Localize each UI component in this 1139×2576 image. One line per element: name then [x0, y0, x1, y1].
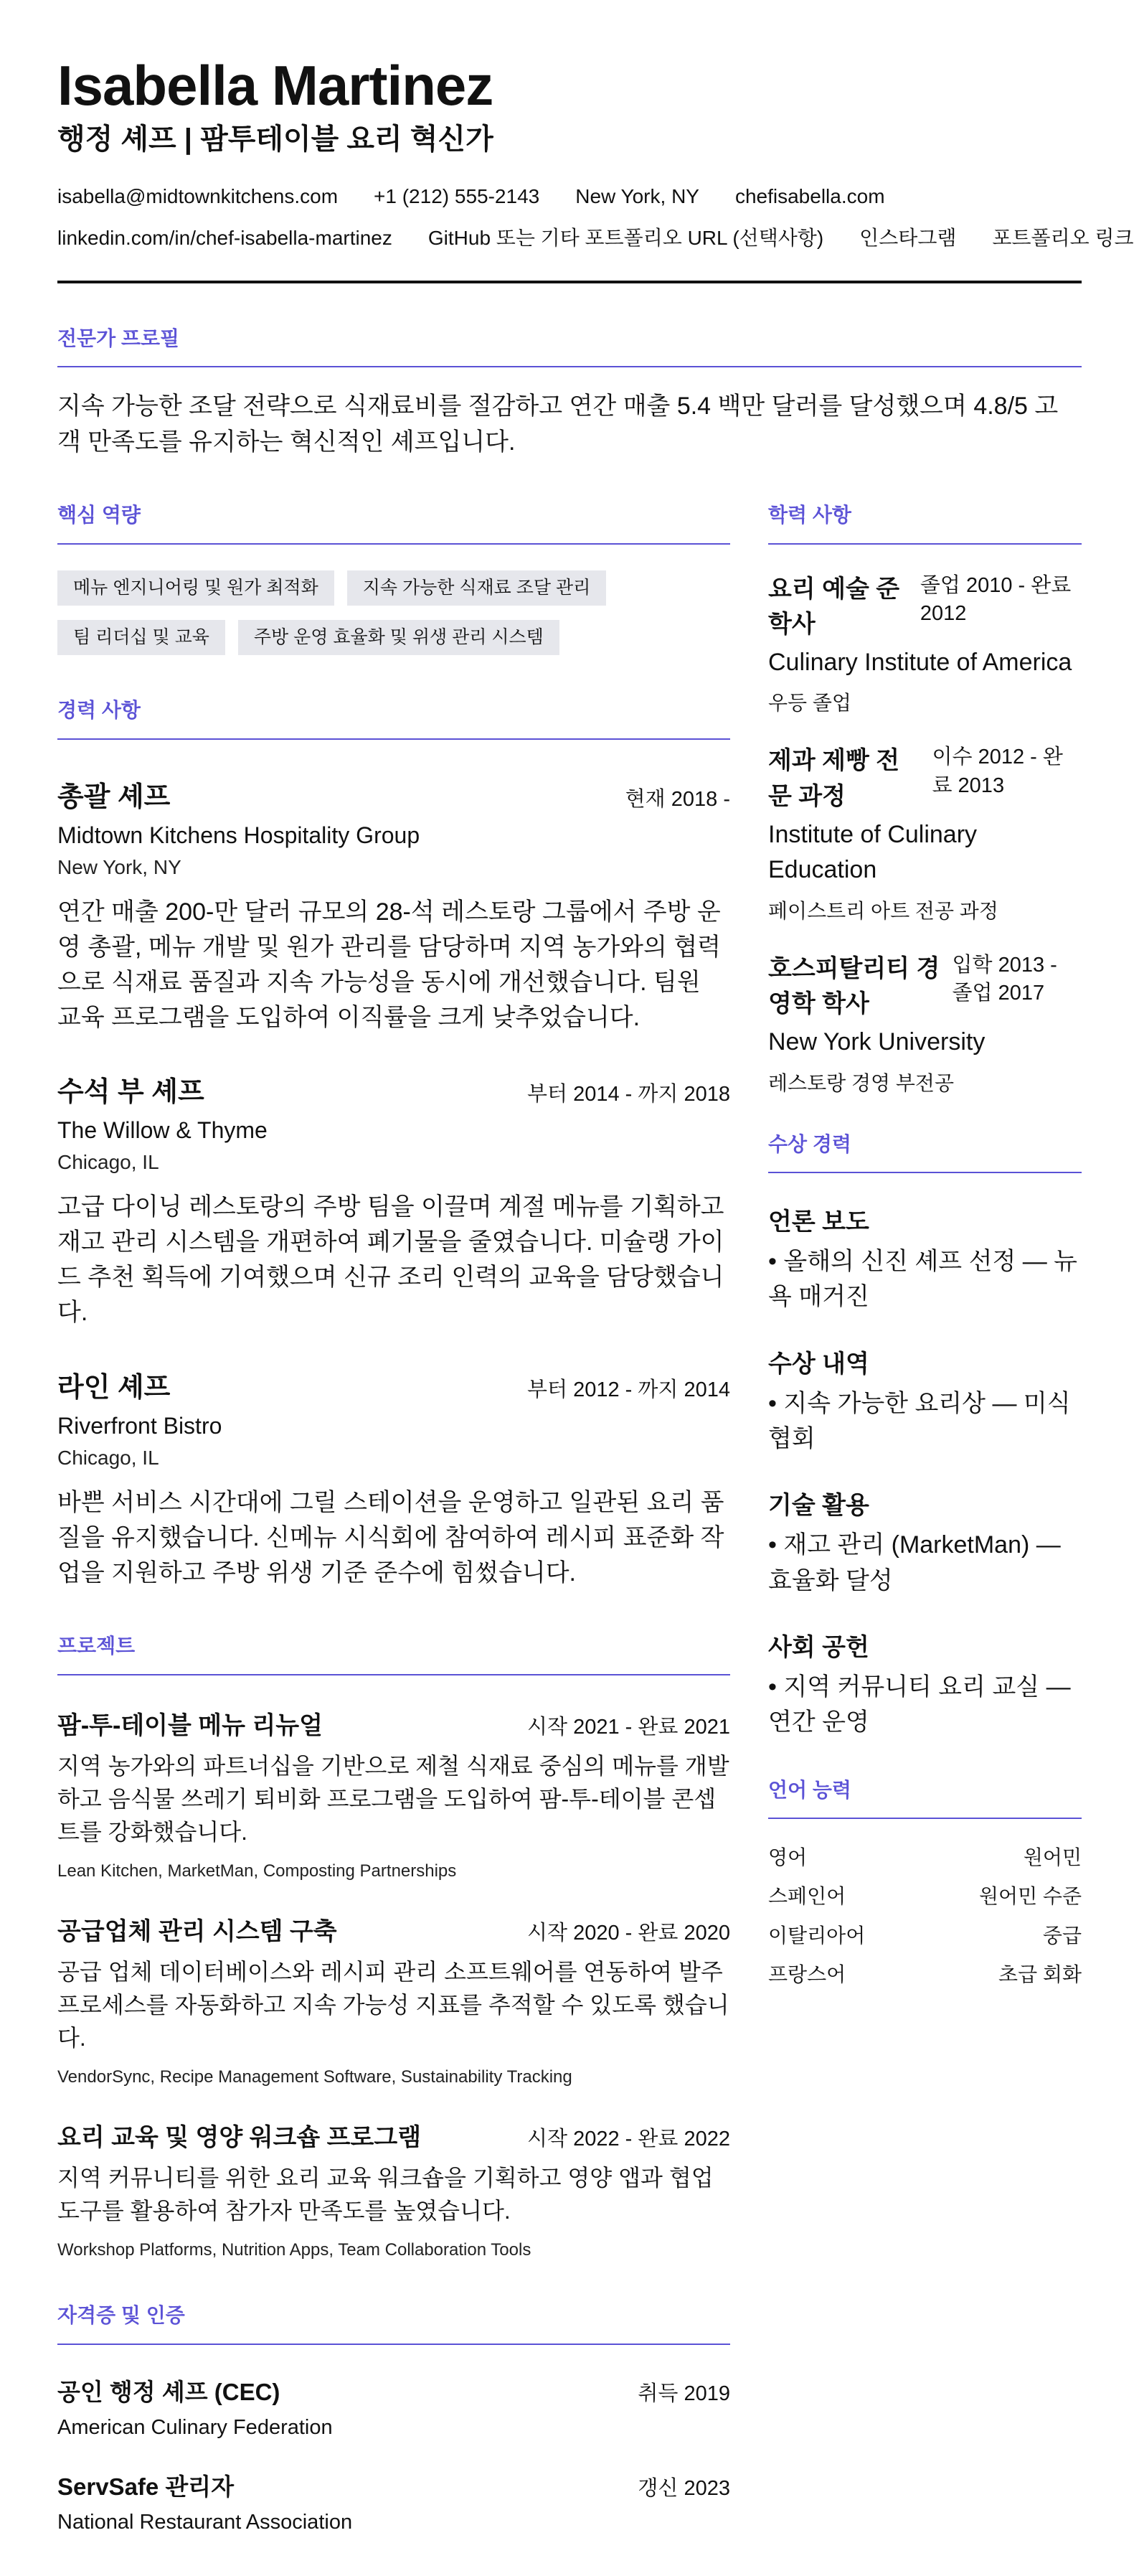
education-heading: 학력 사항 [768, 503, 1082, 545]
job-description: 연간 매출 200-만 달러 규모의 28-석 레스토랑 그룹에서 주방 운영 총괄, 메뉴 개발 및 원가 관리를 담당하며 지역 농가와의 협력으로 식재료 품질과 지속 가능성을 동시에 개선했습니다. 팀원 교육 프로그램을 도입하여 이직률을 크게 낮추었습니다. [57, 898, 722, 1031]
contact-location: New York, NY [575, 185, 699, 207]
main-column [57, 503, 730, 2534]
language-name: 이탈리아어 [768, 1924, 866, 1947]
job-title: 라인 셰프 [57, 1373, 171, 1404]
certifications-section [57, 2303, 730, 2534]
languages-list [768, 1845, 1082, 1988]
languages-heading: 언어 능력 [768, 1778, 1082, 1820]
education-note: 레스토랑 경영 부전공 [768, 1071, 954, 1094]
education-entry [768, 572, 1082, 717]
summary-text: 지속 가능한 조달 전략으로 식재료비를 절감하고 연간 매출 5.4 백만 달러를 달성했으며 4.8/5 고객 만족도를 유지하는 혁신적인 셰프입니다. [57, 392, 1059, 456]
project-date: 시작 2022 - 완료 2022 [527, 2128, 730, 2151]
education-entry [768, 743, 1082, 923]
certification-title: ServSafe 관리자 [57, 2473, 235, 2500]
certification-issuer: American Culinary Federation [57, 2415, 333, 2439]
project-entry [57, 2117, 730, 2260]
project-description: 지역 커뮤니티를 위한 요리 교육 워크숍을 기획하고 영양 앱과 협업 도구를 활용하여 참가자 만족도를 높였습니다. [57, 2165, 714, 2224]
language-level: 원어민 수준 [978, 1885, 1082, 1908]
projects-section [57, 1634, 730, 2260]
awards-heading: 수상 경력 [768, 1132, 1082, 1174]
job-entry [57, 774, 730, 1035]
skill-chip: 지속 가능한 식재료 조달 관리 [347, 570, 607, 606]
skill-chip: 팀 리더십 및 교육 [57, 620, 225, 655]
job-description: 바쁜 서비스 시간대에 그릴 스테이션을 운영하고 일관된 요리 품질을 유지했습니다. 신메뉴 시식회에 참여하여 레시피 표준화 작업을 지원하고 주방 위생 기준 준수에 힘썼습니다. [57, 1489, 724, 1587]
project-tech: VendorSync, Recipe Management Software, Sustainability Tracking [57, 2067, 572, 2087]
certifications-heading: 자격증 및 인증 [57, 2303, 730, 2345]
projects-heading: 프로젝트 [57, 1634, 730, 1675]
summary-section [57, 326, 1082, 460]
award-item: • 올해의 신진 셰프 선정 — 뉴욕 매거진 [768, 1248, 1078, 1311]
project-title: 팜-투-테이블 메뉴 리뉴얼 [57, 1711, 323, 1739]
education-degree: 호스피탈리티 경영학 학사 [768, 954, 940, 1017]
education-date: 입학 2013 - 졸업 2017 [952, 953, 1057, 1005]
certification-entry [57, 2468, 730, 2534]
candidate-name: Isabella Martinez [57, 54, 493, 117]
job-date: 부터 2012 - 까지 2014 [527, 1378, 730, 1402]
language-level: 초급 회화 [998, 1963, 1082, 1986]
education-note: 페이스트리 아트 전공 과정 [768, 899, 998, 922]
job-description: 고급 다이닝 레스토랑의 주방 팀을 이끌며 계절 메뉴를 기획하고 재고 관리 시스템을 개편하여 폐기물을 줄였습니다. 미슐랭 가이드 추천 획득에 기여했으며 신규 조리 인력의 교육을 담당했습니다. [57, 1193, 724, 1327]
sidebar-column [768, 503, 1082, 2534]
job-date: 부터 2014 - 까지 2018 [527, 1083, 730, 1106]
experience-heading: 경력 사항 [57, 698, 730, 740]
skill-chip: 메뉴 엔지니어링 및 원가 최적화 [57, 570, 334, 606]
project-description: 지역 농가와의 파트너십을 기반으로 제철 식재료 중심의 메뉴를 개발하고 음식물 쓰레기 퇴비화 프로그램을 도입하여 팜-투-테이블 콘셉트를 강화했습니다. [57, 1752, 729, 1845]
summary-heading: 전문가 프로필 [57, 326, 1082, 368]
resume-columns [57, 503, 1082, 2534]
candidate-headline: 행정 셰프 | 팜투테이블 요리 혁신가 [57, 123, 493, 155]
awards-section [768, 1132, 1082, 1741]
language-row [768, 1845, 1082, 1871]
resume-header [57, 54, 1134, 283]
contact-instagram[interactable]: 인스타그램 [859, 227, 957, 250]
job-entry [57, 1069, 730, 1330]
education-entry [768, 951, 1082, 1096]
job-location: Chicago, IL [57, 1447, 159, 1470]
skills-list [57, 570, 730, 656]
education-degree: 제과 제빵 전문 과정 [768, 747, 900, 810]
project-date: 시작 2021 - 완료 2021 [527, 1715, 730, 1739]
contact-phone[interactable]: +1 (212) 555-2143 [374, 185, 540, 207]
award-item: • 지속 가능한 요리상 — 미식 협회 [768, 1389, 1071, 1453]
skills-section [57, 503, 730, 655]
job-company: Riverfront Bistro [57, 1413, 222, 1439]
award-item: • 재고 관리 (MarketMan) — 효율화 달성 [768, 1531, 1061, 1594]
project-title: 요리 교육 및 영양 워크숍 프로그램 [57, 2124, 422, 2152]
job-title: 수석 부 셰프 [57, 1077, 204, 1108]
job-location: Chicago, IL [57, 1151, 159, 1174]
education-note: 우등 졸업 [768, 692, 851, 715]
award-category: 언론 보도 [768, 1208, 869, 1236]
education-date: 졸업 2010 - 완료 2012 [920, 573, 1072, 625]
contact-github[interactable]: GitHub 또는 기타 포트폴리오 URL (선택사항) [427, 227, 824, 250]
certification-title: 공인 행정 셰프 (CEC) [57, 2378, 280, 2405]
contact-email[interactable]: isabella@midtownkitchens.com [57, 185, 339, 207]
job-company: The Willow & Thyme [57, 1117, 268, 1144]
project-date: 시작 2020 - 완료 2020 [527, 1921, 730, 1945]
award-category: 기술 활용 [768, 1492, 869, 1520]
language-row [768, 1923, 1082, 1949]
project-entry [57, 1706, 730, 1881]
certification-issuer: National Restaurant Association [57, 2510, 353, 2534]
certification-entry [57, 2374, 730, 2440]
skill-chip: 주방 운영 효율화 및 위생 관리 시스템 [238, 620, 559, 655]
education-school: New York University [768, 1028, 986, 1056]
header-divider [57, 281, 1082, 283]
language-level: 중급 [1042, 1924, 1082, 1947]
job-title: 총괄 셰프 [57, 781, 171, 812]
certification-date: 취득 2019 [638, 2382, 730, 2405]
language-name: 영어 [768, 1846, 808, 1869]
certification-date: 갱신 2023 [638, 2476, 730, 2500]
language-name: 프랑스어 [768, 1963, 846, 1986]
project-tech: Lean Kitchen, MarketMan, Composting Partnerships [57, 1861, 457, 1881]
experience-section [57, 698, 730, 1591]
contact-row-primary [57, 184, 1082, 210]
contact-row-secondary [57, 225, 1134, 251]
contact-website[interactable]: chefisabella.com [734, 185, 885, 207]
languages-section [768, 1778, 1082, 1988]
skills-heading: 핵심 역량 [57, 503, 730, 545]
language-name: 스페인어 [768, 1885, 846, 1908]
project-title: 공급업체 관리 시스템 구축 [57, 1917, 337, 1945]
job-company: Midtown Kitchens Hospitality Group [57, 822, 420, 848]
project-entry [57, 1912, 730, 2087]
language-row [768, 1884, 1082, 1909]
award-category: 수상 내역 [768, 1350, 869, 1378]
education-section [768, 503, 1082, 1096]
language-row [768, 1962, 1082, 1988]
contact-linkedin[interactable]: linkedin.com/in/chef-isabella-martinez [57, 227, 392, 250]
language-level: 원어민 [1023, 1846, 1082, 1869]
award-item: • 지역 커뮤니티 요리 교실 — 연간 운영 [768, 1673, 1071, 1736]
job-date: 현재 2018 - [625, 787, 730, 811]
education-school: Institute of Culinary Education [768, 821, 978, 884]
education-school: Culinary Institute of America [768, 649, 1072, 677]
project-tech: Workshop Platforms, Nutrition Apps, Team Collaboration Tools [57, 2240, 531, 2260]
award-category: 사회 공헌 [768, 1633, 869, 1661]
contact-portfolio[interactable]: 포트폴리오 링크 [992, 227, 1134, 250]
project-description: 공급 업체 데이터베이스와 레시피 관리 소프트웨어를 연동하여 발주 프로세스를 자동화하고 지속 가능성 지표를 추적할 수 있도록 했습니다. [57, 1958, 729, 2051]
job-entry [57, 1365, 730, 1591]
education-degree: 요리 예술 준학사 [768, 575, 900, 638]
education-date: 이수 2012 - 완료 2013 [932, 746, 1063, 797]
job-location: New York, NY [57, 855, 181, 878]
